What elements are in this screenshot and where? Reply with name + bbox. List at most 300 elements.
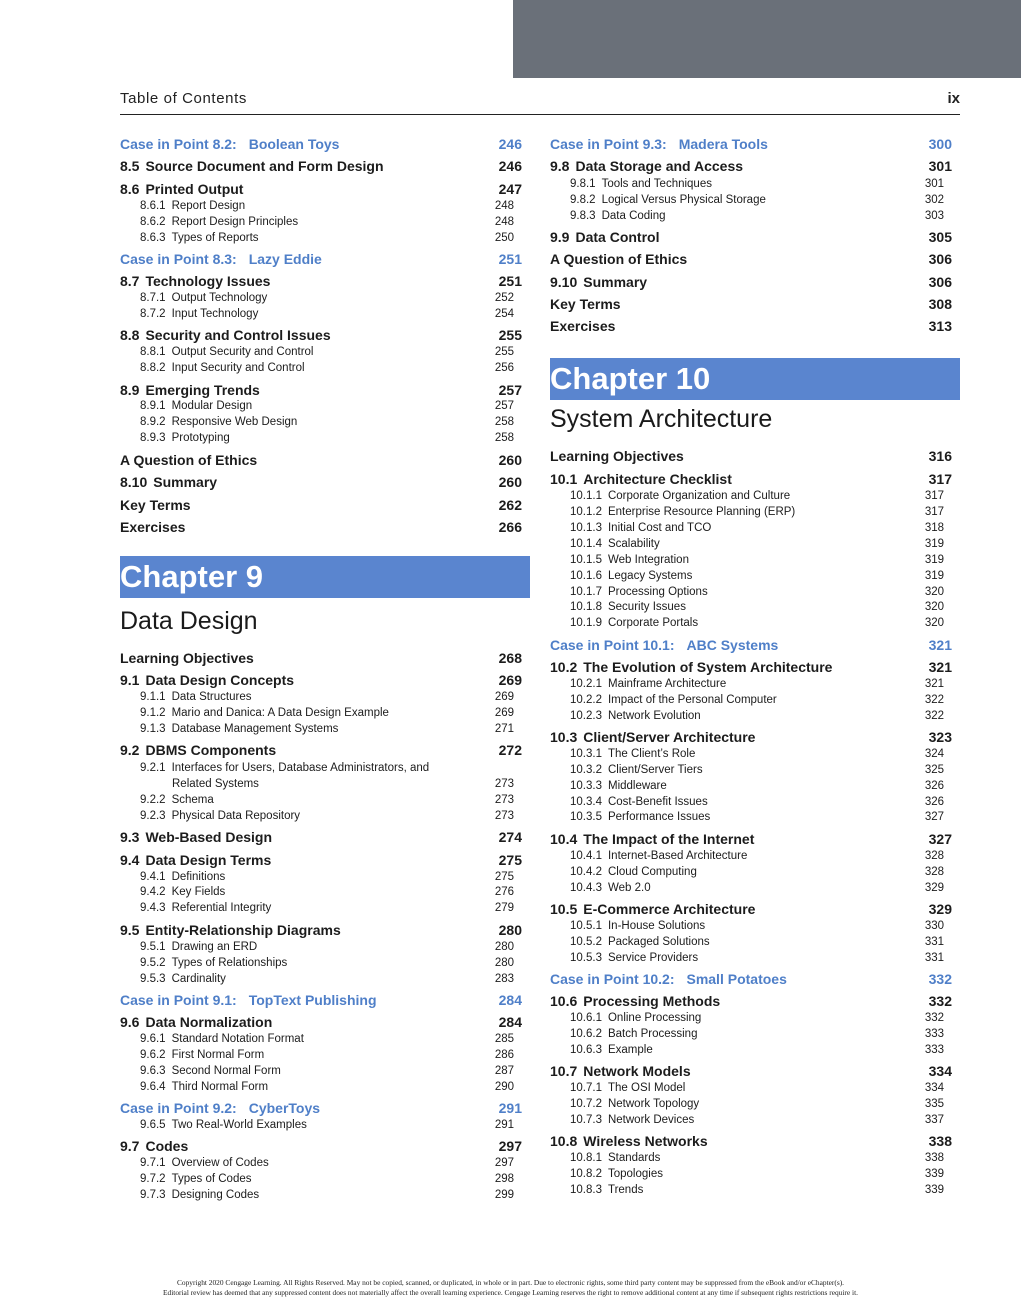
entry-title: Web 2.0 bbox=[607, 882, 651, 894]
entry-number: 10.8.2 bbox=[570, 1168, 602, 1180]
entry-title: Key Terms bbox=[550, 296, 621, 312]
entry-page-number: 255 bbox=[494, 346, 514, 358]
entry-page-number: 320 bbox=[924, 586, 944, 598]
entry-title: Corporate Organization and Culture bbox=[607, 490, 791, 502]
entry-number: 10.6 bbox=[550, 993, 578, 1009]
entry-page-number: 248 bbox=[494, 200, 514, 212]
entry-title: E-Commerce Architecture bbox=[583, 901, 756, 917]
entry-title: Packaged Solutions bbox=[607, 936, 710, 948]
toc-section-entry bbox=[550, 901, 952, 918]
entry-number: Case in Point 9.2: bbox=[120, 1100, 237, 1116]
entry-page-number: 322 bbox=[924, 710, 944, 722]
toc-section-entry bbox=[550, 251, 952, 268]
toc-subsection-entry bbox=[120, 1188, 522, 1202]
entry-page-number: 279 bbox=[494, 902, 514, 914]
toc-subsection-entry bbox=[120, 1172, 522, 1186]
entry-page-number: 317 bbox=[928, 471, 952, 487]
case-in-point-entry bbox=[120, 1100, 522, 1117]
entry-number: 8.6.1 bbox=[140, 200, 166, 212]
toc-subsection-entry bbox=[550, 1011, 952, 1025]
entry-number: 8.6.2 bbox=[140, 216, 166, 228]
page-number: ix bbox=[947, 90, 960, 107]
toc-subsection-entry bbox=[120, 1048, 522, 1062]
entry-number: 10.2.1 bbox=[570, 678, 602, 690]
entry-page-number: 316 bbox=[928, 448, 952, 464]
entry-title: Report Design bbox=[171, 200, 246, 212]
toc-subsection-entry bbox=[550, 677, 952, 691]
entry-title: Types of Reports bbox=[171, 232, 259, 244]
entry-number: 8.7 bbox=[120, 273, 140, 289]
entry-number: 9.6 bbox=[120, 1014, 140, 1030]
entry-title: Schema bbox=[171, 794, 214, 806]
toc-subsection-entry bbox=[120, 761, 522, 775]
entry-number: 9.5 bbox=[120, 922, 140, 938]
entry-number: 9.7.1 bbox=[140, 1157, 166, 1169]
entry-title: Batch Processing bbox=[607, 1028, 698, 1040]
entry-number: 10.3.3 bbox=[570, 780, 602, 792]
entry-number: 10.7 bbox=[550, 1063, 578, 1079]
toc-subsection-entry bbox=[550, 569, 952, 583]
entry-number: 9.2 bbox=[120, 742, 140, 758]
entry-title: ABC Systems bbox=[686, 637, 779, 653]
toc-subsection-entry bbox=[120, 956, 522, 970]
toc-subsection-entry bbox=[550, 537, 952, 551]
toc-section-entry bbox=[550, 471, 952, 488]
entry-page-number: 266 bbox=[498, 519, 522, 535]
entry-page-number: 327 bbox=[924, 811, 944, 823]
entry-title: Types of Relationships bbox=[171, 957, 288, 969]
left-column-toc bbox=[120, 136, 522, 536]
entry-page-number: 330 bbox=[924, 920, 944, 932]
entry-title: Data Coding bbox=[601, 210, 666, 222]
entry-page-number: 275 bbox=[498, 852, 522, 868]
entry-title: Network Models bbox=[583, 1063, 691, 1079]
entry-number: 10.3.4 bbox=[570, 796, 602, 808]
entry-title: Corporate Portals bbox=[607, 617, 699, 629]
entry-number: 8.7.1 bbox=[140, 292, 166, 304]
toc-subsection-entry bbox=[550, 489, 952, 503]
entry-page-number: 321 bbox=[924, 678, 944, 690]
entry-title: Key Terms bbox=[120, 497, 191, 513]
toc-section-entry bbox=[120, 829, 522, 846]
entry-number: 10.3.5 bbox=[570, 811, 602, 823]
entry-page-number: 305 bbox=[928, 229, 952, 245]
entry-title: Database Management Systems bbox=[171, 723, 339, 735]
entry-title: Processing Options bbox=[607, 586, 708, 598]
entry-page-number: 338 bbox=[928, 1133, 952, 1149]
entry-title: Data Storage and Access bbox=[575, 158, 744, 174]
entry-title: In-House Solutions bbox=[607, 920, 706, 932]
entry-page-number: 320 bbox=[924, 601, 944, 613]
entry-number: 8.9.2 bbox=[140, 416, 166, 428]
toc-section-entry bbox=[550, 229, 952, 246]
toc-subsection-entry bbox=[550, 177, 952, 191]
chapter-9-title: Chapter 9 bbox=[120, 559, 263, 594]
toc-section-entry bbox=[550, 993, 952, 1010]
case-in-point-entry bbox=[550, 971, 952, 988]
entry-number: 9.6.3 bbox=[140, 1065, 166, 1077]
toc-subsection-entry bbox=[120, 1156, 522, 1170]
toc-subsection-entry bbox=[550, 709, 952, 723]
entry-number: 10.1.3 bbox=[570, 522, 602, 534]
entry-title: Enterprise Resource Planning (ERP) bbox=[607, 506, 796, 518]
entry-title: Network Devices bbox=[607, 1114, 695, 1126]
toc-subsection-entry bbox=[120, 793, 522, 807]
copyright-line-1: Copyright 2020 Cengage Learning. All Rights Reserved. May not be copied, scanned, or duplicated, in whole or in part. Due to electronic rights, some third party content may be suppressed from the eBook and/or eChapter(s). bbox=[176, 1278, 845, 1287]
entry-page-number: 301 bbox=[924, 178, 944, 190]
entry-page-number: 271 bbox=[494, 723, 514, 735]
entry-page-number: 301 bbox=[928, 158, 952, 174]
entry-page-number: 329 bbox=[928, 901, 952, 917]
toc-subsection-entry bbox=[550, 919, 952, 933]
entry-title: CyberToys bbox=[248, 1100, 321, 1116]
entry-number: 10.4.2 bbox=[570, 866, 602, 878]
entry-title: Middleware bbox=[607, 780, 667, 792]
entry-page-number: 291 bbox=[494, 1119, 514, 1131]
entry-title: Internet-Based Architecture bbox=[607, 850, 748, 862]
toc-subsection-entry bbox=[550, 865, 952, 879]
entry-title: Printed Output bbox=[145, 181, 244, 197]
toc-subsection-entry bbox=[120, 972, 522, 986]
entry-number: 9.1.2 bbox=[140, 707, 166, 719]
entry-title: Third Normal Form bbox=[171, 1081, 269, 1093]
entry-page-number: 258 bbox=[494, 432, 514, 444]
entry-page-number: 319 bbox=[924, 570, 944, 582]
entry-number: 9.10 bbox=[550, 274, 578, 290]
toc-section-entry bbox=[120, 158, 522, 175]
entry-page-number: 320 bbox=[924, 617, 944, 629]
toc-section-entry bbox=[120, 1138, 522, 1155]
entry-number: 9.5.1 bbox=[140, 941, 166, 953]
entry-number: 10.1.2 bbox=[570, 506, 602, 518]
entry-page-number: 299 bbox=[494, 1189, 514, 1201]
entry-number: 8.9 bbox=[120, 382, 140, 398]
entry-title: A Question of Ethics bbox=[550, 251, 688, 267]
entry-page-number: 252 bbox=[494, 292, 514, 304]
entry-number: 10.3 bbox=[550, 729, 578, 745]
toc-subsection-entry bbox=[120, 901, 522, 915]
toc-section-entry bbox=[550, 318, 952, 335]
entry-number: 9.8.1 bbox=[570, 178, 596, 190]
entry-title: Data Design Terms bbox=[145, 852, 272, 868]
entry-title: Lazy Eddie bbox=[248, 251, 322, 267]
entry-title: Modular Design bbox=[171, 400, 253, 412]
entry-page-number: 273 bbox=[494, 810, 514, 822]
entry-number: 10.5 bbox=[550, 901, 578, 917]
entry-page-number: 303 bbox=[924, 210, 944, 222]
entry-number: 10.2.3 bbox=[570, 710, 602, 722]
toc-section-entry bbox=[120, 672, 522, 689]
entry-page-number: 257 bbox=[498, 382, 522, 398]
entry-page-number: 260 bbox=[498, 474, 522, 490]
case-in-point-entry bbox=[550, 637, 952, 654]
copyright-footer bbox=[0, 1278, 1021, 1298]
entry-page-number: 273 bbox=[494, 778, 514, 790]
toc-subsection-entry bbox=[550, 553, 952, 567]
entry-title: Wireless Networks bbox=[583, 1133, 708, 1149]
toc-subsection-entry bbox=[550, 795, 952, 809]
entry-page-number: 287 bbox=[494, 1065, 514, 1077]
entry-number: 10.1.9 bbox=[570, 617, 602, 629]
copyright-line-2: Editorial review has deemed that any suppressed content does not materially affect the overall learning experience. Cengage Learning reserves the right to remove additional content at any time if subsequent rights restrictions require it. bbox=[163, 1288, 858, 1297]
toc-section-entry bbox=[120, 852, 522, 869]
entry-title: Key Fields bbox=[171, 886, 226, 898]
entry-page-number: 326 bbox=[924, 796, 944, 808]
entry-page-number: 290 bbox=[494, 1081, 514, 1093]
toc-subsection-entry bbox=[550, 616, 952, 630]
entry-title: Web-Based Design bbox=[145, 829, 273, 845]
entry-page-number: 332 bbox=[928, 971, 952, 987]
entry-title: Client/Server Tiers bbox=[607, 764, 703, 776]
toc-section-entry bbox=[550, 729, 952, 746]
toc-section-entry bbox=[550, 448, 952, 465]
toc-section-entry bbox=[120, 497, 522, 514]
toc-subsection-entry bbox=[550, 1113, 952, 1127]
entry-title: Input Technology bbox=[171, 308, 259, 320]
entry-number: 9.7 bbox=[120, 1138, 140, 1154]
entry-number: 9.3 bbox=[120, 829, 140, 845]
entry-page-number: 276 bbox=[494, 886, 514, 898]
running-header-title: Table of Contents bbox=[120, 90, 247, 107]
toc-section-entry bbox=[120, 519, 522, 536]
toc-subsection-entry bbox=[120, 1064, 522, 1078]
entry-page-number: 319 bbox=[924, 554, 944, 566]
entry-title: The Impact of the Internet bbox=[583, 831, 755, 847]
right-column-toc bbox=[550, 136, 952, 346]
entry-title: Entity-Relationship Diagrams bbox=[145, 922, 341, 938]
entry-number: 10.8 bbox=[550, 1133, 578, 1149]
toc-subsection-entry bbox=[550, 747, 952, 761]
entry-page-number: 318 bbox=[924, 522, 944, 534]
toc-subsection-entry bbox=[550, 693, 952, 707]
entry-number: 9.5.3 bbox=[140, 973, 166, 985]
entry-title: Two Real-World Examples bbox=[171, 1119, 307, 1131]
toc-section-entry bbox=[550, 274, 952, 291]
toc-subsection-entry bbox=[120, 345, 522, 359]
entry-number: 10.2.2 bbox=[570, 694, 602, 706]
entry-page-number: 328 bbox=[924, 850, 944, 862]
entry-title: Architecture Checklist bbox=[583, 471, 732, 487]
toc-subsection-entry bbox=[120, 885, 522, 899]
entry-page-number: 329 bbox=[924, 882, 944, 894]
entry-title: Summary bbox=[583, 274, 648, 290]
entry-title: Types of Codes bbox=[171, 1173, 252, 1185]
entry-page-number: 250 bbox=[494, 232, 514, 244]
entry-page-number: 332 bbox=[928, 993, 952, 1009]
toc-section-entry bbox=[120, 181, 522, 198]
entry-number: Case in Point 10.2: bbox=[550, 971, 675, 987]
entry-number: Case in Point 8.2: bbox=[120, 136, 237, 152]
entry-title: Tools and Techniques bbox=[601, 178, 712, 190]
toc-subsection-entry bbox=[550, 849, 952, 863]
toc-subsection-entry bbox=[550, 600, 952, 614]
toc-subsection-entry bbox=[550, 1151, 952, 1165]
entry-title: Input Security and Control bbox=[171, 362, 305, 374]
toc-subsection-entry bbox=[120, 706, 522, 720]
toc-subsection-entry bbox=[550, 763, 952, 777]
toc-subsection-entry bbox=[120, 215, 522, 229]
entry-number: 10.1.1 bbox=[570, 490, 602, 502]
entry-number: 9.6.1 bbox=[140, 1033, 166, 1045]
toc-subsection-entry bbox=[550, 521, 952, 535]
entry-page-number: 339 bbox=[924, 1168, 944, 1180]
entry-title: Legacy Systems bbox=[607, 570, 693, 582]
entry-number: 8.10 bbox=[120, 474, 148, 490]
entry-page-number: 321 bbox=[928, 637, 952, 653]
entry-page-number: 280 bbox=[498, 922, 522, 938]
entry-number: 10.7.3 bbox=[570, 1114, 602, 1126]
toc-subsection-entry bbox=[550, 881, 952, 895]
entry-number: 9.4.3 bbox=[140, 902, 166, 914]
entry-title: First Normal Form bbox=[171, 1049, 265, 1061]
toc-subsection-entry bbox=[120, 940, 522, 954]
entry-title: Data Normalization bbox=[145, 1014, 273, 1030]
entry-title: Service Providers bbox=[607, 952, 699, 964]
decorative-top-bar bbox=[513, 0, 1021, 78]
toc-subsection-entry bbox=[120, 1118, 522, 1132]
chapter-9-toc bbox=[120, 650, 522, 1210]
entry-title: Example bbox=[607, 1044, 653, 1056]
entry-number: 10.7.2 bbox=[570, 1098, 602, 1110]
entry-page-number: 333 bbox=[924, 1028, 944, 1040]
entry-title: Interfaces for Users, Database Administrators, and bbox=[171, 762, 430, 774]
entry-title: Security and Control Issues bbox=[145, 327, 331, 343]
entry-number: 8.6 bbox=[120, 181, 140, 197]
toc-section-entry bbox=[120, 650, 522, 667]
toc-section-entry bbox=[120, 922, 522, 939]
entry-number: 9.6.4 bbox=[140, 1081, 166, 1093]
entry-page-number: 306 bbox=[928, 274, 952, 290]
entry-number: 10.8.3 bbox=[570, 1184, 602, 1196]
entry-number: Case in Point 9.3: bbox=[550, 136, 667, 152]
entry-number: Case in Point 9.1: bbox=[120, 992, 237, 1008]
toc-subsection-entry bbox=[120, 291, 522, 305]
entry-title: Madera Tools bbox=[678, 136, 768, 152]
entry-number: 9.8 bbox=[550, 158, 570, 174]
entry-title: Drawing an ERD bbox=[171, 941, 258, 953]
entry-title: Initial Cost and TCO bbox=[607, 522, 712, 534]
entry-page-number: 258 bbox=[494, 416, 514, 428]
entry-page-number: 338 bbox=[924, 1152, 944, 1164]
entry-title: Network Topology bbox=[607, 1098, 700, 1110]
toc-section-entry bbox=[550, 296, 952, 313]
entry-number: 9.6.2 bbox=[140, 1049, 166, 1061]
entry-title: Processing Methods bbox=[583, 993, 721, 1009]
entry-page-number: 298 bbox=[494, 1173, 514, 1185]
entry-title: DBMS Components bbox=[145, 742, 277, 758]
entry-number: 10.1.8 bbox=[570, 601, 602, 613]
toc-section-entry bbox=[550, 1133, 952, 1150]
entry-number: 9.2.1 bbox=[140, 762, 166, 774]
entry-page-number: 255 bbox=[498, 327, 522, 343]
entry-title: Mario and Danica: A Data Design Example bbox=[171, 707, 389, 719]
entry-page-number: 246 bbox=[498, 158, 522, 174]
case-in-point-entry bbox=[120, 136, 522, 153]
toc-section-entry bbox=[120, 382, 522, 399]
entry-title: The Evolution of System Architecture bbox=[583, 659, 833, 675]
toc-section-entry bbox=[120, 742, 522, 759]
entry-page-number: 306 bbox=[928, 251, 952, 267]
entry-page-number: 280 bbox=[494, 957, 514, 969]
toc-subsection-entry bbox=[550, 1043, 952, 1057]
entry-title: Small Potatoes bbox=[686, 971, 787, 987]
case-in-point-entry bbox=[120, 251, 522, 268]
entry-title: Online Processing bbox=[607, 1012, 702, 1024]
entry-title: Source Document and Form Design bbox=[145, 158, 384, 174]
toc-subsection-entry bbox=[120, 199, 522, 213]
toc-subsection-entry bbox=[120, 415, 522, 429]
entry-number: 9.2.2 bbox=[140, 794, 166, 806]
toc-subsection-entry bbox=[550, 209, 952, 223]
entry-title: Data Design Concepts bbox=[145, 672, 295, 688]
entry-page-number: 321 bbox=[928, 659, 952, 675]
toc-section-entry bbox=[120, 327, 522, 344]
entry-title: Data Structures bbox=[171, 691, 252, 703]
entry-title: Web Integration bbox=[607, 554, 689, 566]
entry-page-number: 273 bbox=[494, 794, 514, 806]
entry-title: Technology Issues bbox=[145, 273, 271, 289]
entry-number: 10.1.6 bbox=[570, 570, 602, 582]
entry-number: 8.8.1 bbox=[140, 346, 166, 358]
entry-title: Exercises bbox=[550, 318, 616, 334]
entry-title: Learning Objectives bbox=[550, 448, 684, 464]
toc-subsection-entry bbox=[120, 777, 522, 791]
entry-number: 9.4.1 bbox=[140, 871, 166, 883]
entry-title: Output Security and Control bbox=[171, 346, 314, 358]
entry-title: Logical Versus Physical Storage bbox=[601, 194, 766, 206]
toc-section-entry bbox=[550, 1063, 952, 1080]
toc-subsection-entry bbox=[550, 193, 952, 207]
entry-number: 9.7.2 bbox=[140, 1173, 166, 1185]
entry-number: 9.8.3 bbox=[570, 210, 596, 222]
entry-title: Standard Notation Format bbox=[171, 1033, 304, 1045]
entry-page-number: 334 bbox=[924, 1082, 944, 1094]
entry-title: Standards bbox=[607, 1152, 661, 1164]
entry-page-number: 286 bbox=[494, 1049, 514, 1061]
entry-page-number: 331 bbox=[924, 936, 944, 948]
entry-page-number: 274 bbox=[498, 829, 522, 845]
entry-page-number: 251 bbox=[498, 273, 522, 289]
toc-section-entry bbox=[120, 1014, 522, 1031]
entry-number: 9.1.1 bbox=[140, 691, 166, 703]
entry-number: 10.1.4 bbox=[570, 538, 602, 550]
entry-number: 8.8.2 bbox=[140, 362, 166, 374]
toc-section-entry bbox=[550, 158, 952, 175]
entry-page-number: 283 bbox=[494, 973, 514, 985]
entry-title: Designing Codes bbox=[171, 1189, 260, 1201]
toc-subsection-entry bbox=[550, 585, 952, 599]
entry-page-number: 257 bbox=[494, 400, 514, 412]
entry-page-number: 334 bbox=[928, 1063, 952, 1079]
entry-page-number: 262 bbox=[498, 497, 522, 513]
entry-page-number: 300 bbox=[928, 136, 952, 152]
entry-number: 9.4 bbox=[120, 852, 140, 868]
entry-page-number: 323 bbox=[928, 729, 952, 745]
entry-page-number: 268 bbox=[498, 650, 522, 666]
entry-title: Report Design Principles bbox=[171, 216, 299, 228]
entry-page-number: 331 bbox=[924, 952, 944, 964]
toc-subsection-entry bbox=[550, 1167, 952, 1181]
entry-title: Security Issues bbox=[607, 601, 686, 613]
entry-page-number: 333 bbox=[924, 1044, 944, 1056]
entry-page-number: 297 bbox=[498, 1138, 522, 1154]
entry-title: The OSI Model bbox=[607, 1082, 686, 1094]
entry-title: Mainframe Architecture bbox=[607, 678, 727, 690]
chapter-10-toc bbox=[550, 448, 952, 1208]
entry-number: 10.2 bbox=[550, 659, 578, 675]
entry-title: Performance Issues bbox=[607, 811, 711, 823]
entry-title: Scalability bbox=[607, 538, 660, 550]
